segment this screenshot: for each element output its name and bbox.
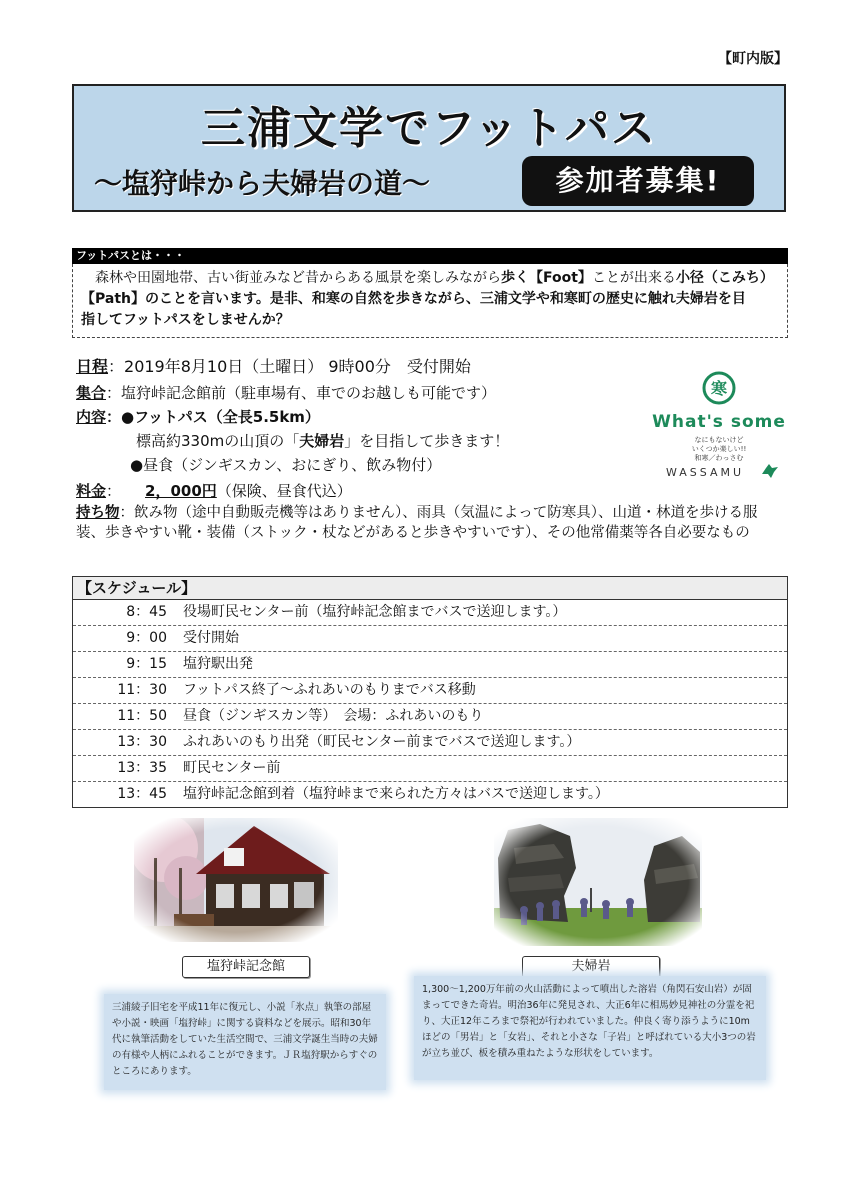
logo-emblem: 寒 bbox=[710, 379, 727, 398]
bring-row bbox=[76, 502, 758, 524]
logo-tag-3: 和寒／わっさむ bbox=[694, 454, 744, 462]
fee-note: （保険、昼食代込） bbox=[216, 482, 352, 500]
footpath-line-1 bbox=[81, 268, 781, 289]
content-item-1: ：●フットパス（全長5.5km） bbox=[106, 408, 320, 426]
footpath-text: 森林や田園地帯、古い街並みなど昔からある風景を楽しみながら bbox=[95, 270, 501, 286]
schedule-time: 13：45 bbox=[117, 786, 167, 802]
fee-amount: 2，000円 bbox=[145, 482, 217, 500]
meet-label: 集合 bbox=[76, 384, 107, 402]
content-detail-text: 」を目指して歩きます！ bbox=[344, 432, 510, 450]
wassamu-logo bbox=[644, 370, 794, 490]
schedule-text: 町民センター前 bbox=[183, 760, 281, 776]
schedule-row bbox=[73, 600, 787, 626]
memorial-description: 三浦綾子旧宅を平成11年に復元し、小説「氷点」執筆の部屋や小説・映画「塩狩峠」に関する資料などを展示。昭和30年代に執筆活動をしていた生活空間で、三浦文学誕生当時の夫婦の有様や人柄にふれることができます。ＪＲ塩狩駅からすぐのところにあります。 bbox=[104, 994, 386, 1090]
schedule-text: 塩狩駅出発 bbox=[183, 656, 253, 672]
footpath-heading: フットパスとは・・・ bbox=[72, 248, 788, 264]
fee-colon: ： bbox=[106, 482, 122, 500]
schedule-table bbox=[72, 600, 788, 808]
schedule-time: 8：45 bbox=[126, 604, 167, 620]
schedule-text: フットパス終了～ふれあいのもりまでバス移動 bbox=[183, 682, 476, 698]
main-title: 三浦文学でフットパス bbox=[200, 103, 658, 154]
schedule-time: 9：15 bbox=[126, 656, 167, 672]
footpath-line-2 bbox=[81, 289, 781, 310]
schedule-time: 11：30 bbox=[117, 682, 167, 698]
schedule-time: 13：35 bbox=[117, 760, 167, 776]
footpath-text: のことを言います。是非、和寒の自然を歩きながら、三浦文学や和寒町の歴史に触れ夫婦岩を目 bbox=[145, 291, 746, 307]
rocks-photo bbox=[494, 818, 702, 946]
footpath-description bbox=[72, 264, 788, 338]
date-value: ：2019年8月10日（土曜日） 9時00分 受付開始 bbox=[108, 357, 471, 376]
schedule-text: 昼食（ジンギスカン等） 会場：ふれあいのもり bbox=[183, 708, 484, 724]
schedule-time: 11：50 bbox=[117, 708, 167, 724]
footpath-komichi: 小径（こみち） bbox=[675, 270, 774, 286]
content-detail-row bbox=[136, 430, 509, 452]
date-label: 日程 bbox=[76, 357, 109, 376]
footpath-foot: 歩く【Foot】 bbox=[501, 270, 592, 286]
hokkaido-icon bbox=[760, 462, 780, 480]
bring-label: 持ち物 bbox=[76, 505, 120, 521]
logo-tagline bbox=[644, 436, 794, 463]
schedule-text: 役場町民センター前（塩狩峠記念館までバスで送迎します。） bbox=[183, 604, 567, 620]
recruit-badge: 参加者募集! bbox=[522, 156, 754, 206]
logo-name: WASSAMU bbox=[666, 466, 745, 479]
content-item-2: ●昼食（ジンギスカン、おにぎり、飲み物付） bbox=[130, 456, 442, 474]
schedule-row bbox=[73, 678, 787, 704]
schedule-row bbox=[73, 782, 787, 808]
schedule-text: ふれあいのもり出発（町民センター前までバスで送迎します。） bbox=[183, 734, 581, 750]
content-detail-text: 標高約330mの山頂の「 bbox=[136, 432, 300, 450]
fee-label: 料金 bbox=[76, 482, 107, 500]
memorial-caption: 塩狩峠記念館 bbox=[182, 956, 310, 978]
rocks-caption: 夫婦岩 bbox=[522, 956, 660, 978]
schedule-row bbox=[73, 626, 787, 652]
bring-line-1: ：飲み物（途中自動販売機等はありません）、雨具（気温によって防寒具）、山道・林道を歩ける服 bbox=[119, 505, 758, 521]
schedule-time: 9：00 bbox=[126, 630, 167, 646]
schedule-time: 13：30 bbox=[117, 734, 167, 750]
date-row bbox=[76, 356, 471, 378]
content-label: 内容 bbox=[76, 408, 107, 426]
footpath-text: ことが出来る bbox=[591, 270, 676, 286]
schedule-row bbox=[73, 730, 787, 756]
bring-line-2: 装、歩きやすい靴・装備（ストック・杖などがあると歩きやすいです）、その他常備薬等各自必要なもの bbox=[76, 525, 750, 541]
schedule-heading: 【スケジュール】 bbox=[72, 576, 788, 600]
rocks-description: 1,300～1,200万年前の火山活動によって噴出した溶岩（角閃石安山岩）が固まってできた奇岩。明治36年に発見され、大正6年に相馬妙見神社の分霊を祀り、大正12年ころまで祭祀が行われていました。仲良く寄り添うように10mほどの「男岩」と「女岩」、それと小さな「子岩」と呼ばれている大小3つの岩が立ち並び、板を積み重ねたような形状をしています。 bbox=[414, 976, 766, 1080]
meet-row bbox=[76, 382, 496, 404]
schedule-row bbox=[73, 756, 787, 782]
meet-value: ：塩狩峠記念館前（駐車場有、車でのお越しも可能です） bbox=[106, 384, 497, 402]
subtitle: ～塩狩峠から夫婦岩の道～ bbox=[94, 167, 431, 200]
content-detail-rocks: 夫婦岩 bbox=[299, 432, 345, 450]
schedule-text: 受付開始 bbox=[183, 630, 239, 646]
logo-tag-1: なにもないけど bbox=[694, 436, 744, 444]
footpath-line-3: 指してフットパスをしませんか？ bbox=[81, 312, 290, 328]
fee-row bbox=[76, 480, 352, 502]
logo-title: What's some bbox=[652, 412, 786, 432]
schedule-row bbox=[73, 704, 787, 730]
logo-tag-2: いくつか楽しい!! bbox=[691, 445, 747, 453]
memorial-photo bbox=[134, 818, 338, 942]
content-row bbox=[76, 406, 320, 428]
title-banner bbox=[72, 84, 786, 212]
footpath-path: 【Path】 bbox=[81, 291, 145, 307]
edition-label: 【町内版】 bbox=[718, 51, 788, 67]
schedule-text: 塩狩峠記念館到着（塩狩峠まで来られた方々はバスで送迎します。） bbox=[183, 786, 609, 802]
schedule-row bbox=[73, 652, 787, 678]
